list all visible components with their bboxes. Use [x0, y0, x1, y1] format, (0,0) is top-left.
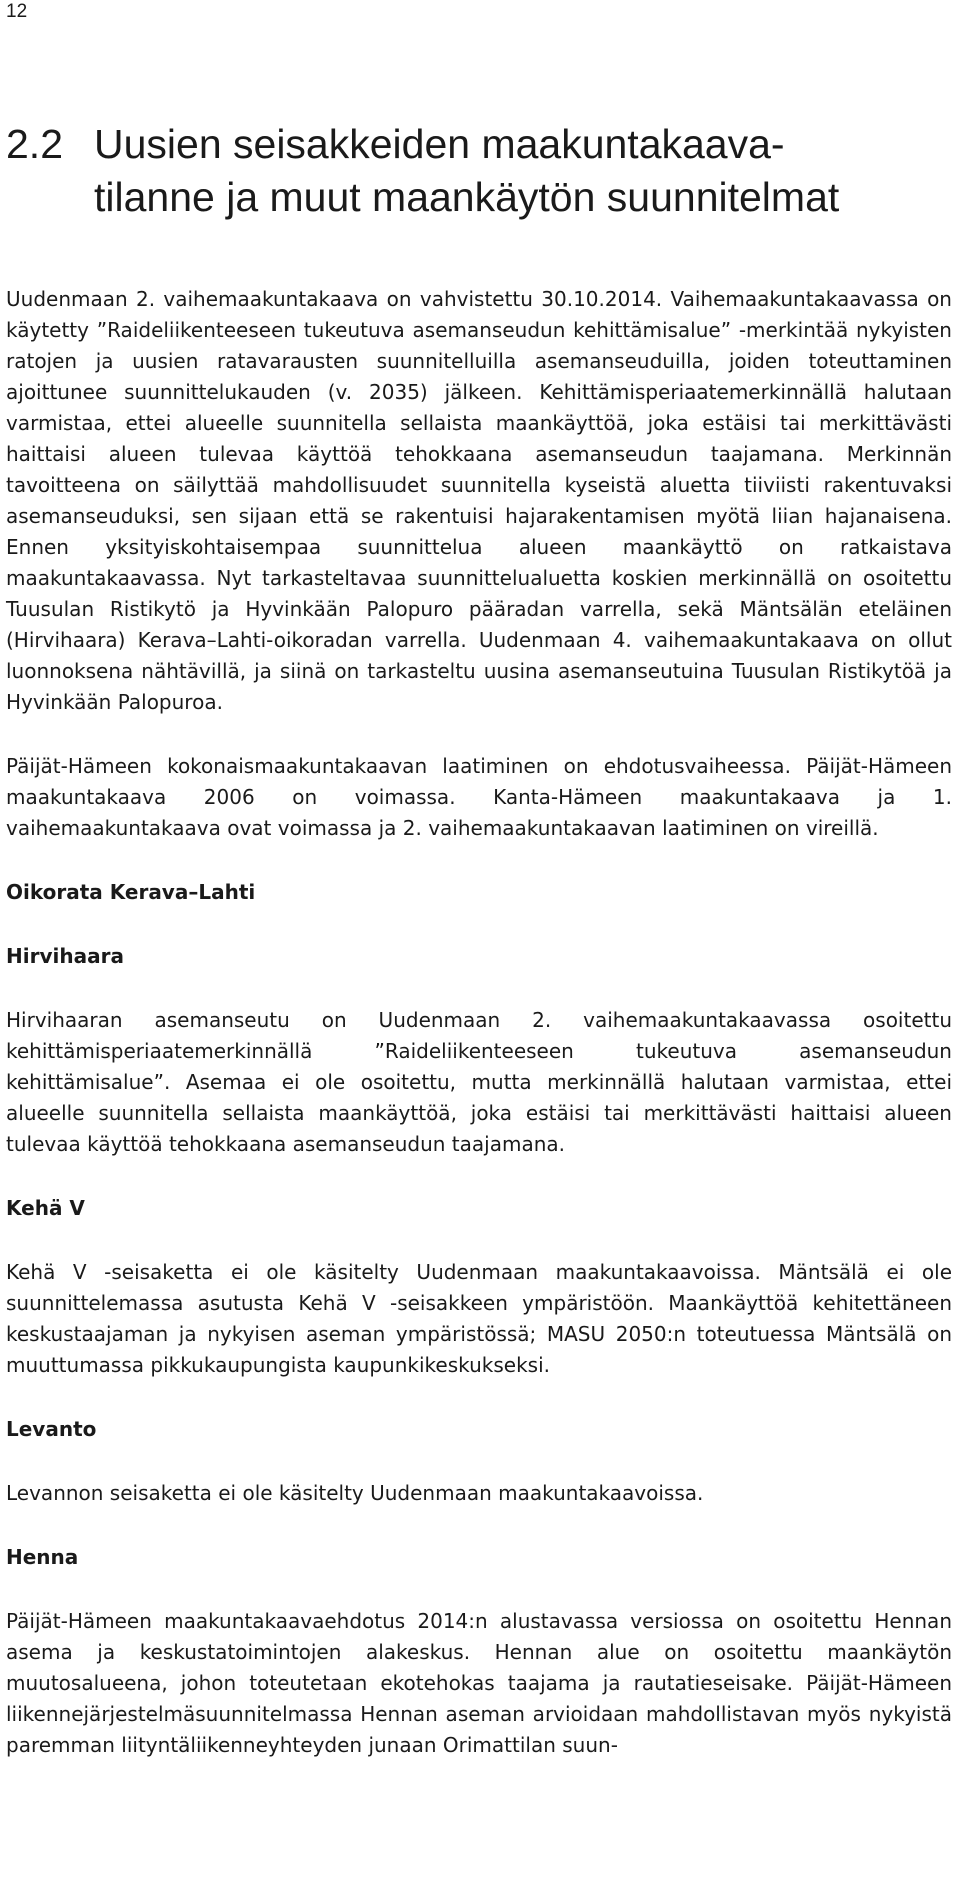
paragraph-levanto: Levannon seisaketta ei ole käsitelty Uudenmaan maakuntakaavoissa. — [6, 1481, 704, 1505]
heading-oikorata: Oikorata Kerava–Lahti — [6, 880, 256, 904]
heading-levanto: Levanto — [6, 1417, 97, 1441]
heading-hirvihaara: Hirvihaara — [6, 944, 124, 968]
heading-henna: Henna — [6, 1545, 79, 1569]
section-number: 2.2 — [6, 121, 63, 167]
paragraph-kehav: Kehä V -seisaketta ei ole käsitelty Uudenmaan maakuntakaavoissa. Mäntsälä ei ole suunnittelemassa asutusta Kehä V -seisakkeen ympäristöön. Maankäyttöä kehitettäneen keskustaajaman ja nykyisen aseman ympäristössä; MASU 2050:n toteutuessa Mäntsälä on muuttumassa pikkukaupungista kaupunkikeskukseksi. — [6, 1260, 952, 1377]
page-number: 12 — [6, 1, 28, 22]
paragraph-henna: Päijät-Hämeen maakuntakaavaehdotus 2014:n alustavassa versiossa on osoitettu Hennan asema ja keskustatoimintojen alakeskus. Hennan alue on osoitettu maankäytön muutosalueena, johon toteutetaan ekotehokas taajama ja rautatieseisake. Päijät-Hämeen liikennejärjestelmäsuunnitelmassa Hennan aseman arvioidaan mahdollistavan myös nykyistä paremman liityntäliikenneyhteyden junaan Orimattilan suun- — [6, 1609, 952, 1757]
paragraph-uusimaa: Uudenmaan 2. vaihemaakuntakaava on vahvistettu 30.10.2014. Vaihemaakuntakaavassa on käytetty ”Raideliikenteeseen tukeutuva asemanseudun kehittämisalue” -merkintää nykyisten ratojen ja uusien ratavarausten suunnitelluilla asemanseuduilla, joiden toteuttaminen ajoittunee suunnittelukauden (v. 2035) jälkeen. Kehittämisperiaatemerkinnällä halutaan varmistaa, ettei alueelle suunnitella sellaista maankäyttöä, joka estäisi tai merkittävästi haittaisi alueen tulevaa käyttöä tehokkaana asemanseudun taajamana. Merkinnän tavoitteena on säilyttää mahdollisuudet suunnitella kyseistä aluetta tiiviisti rakentuvaksi asemanseuduksi, sen sijaan että se rakentuisi hajarakentamisen myötä liian hajanaisena. Ennen yksityiskohtaisempaa suunnittelua alueen maankäyttö on ratkaistava maakuntakaavassa. Nyt tarkasteltavaa suunnittelualuetta koskien merkinnällä on osoitettu Tuusulan Ristikytö ja Hyvinkään Palopuro pääradan varrella, sekä Mäntsälän eteläinen (Hirvihaara) Kerava–Lahti-oikoradan varrella. Uudenmaan 4. vaihemaakuntakaava on ollut luonnoksena nähtävillä, ja siinä on tarkasteltu uusina asemanseutuina Tuusulan Ristikytöä ja Hyvinkään Palopuroa. — [6, 287, 952, 714]
heading-kehav: Kehä V — [6, 1196, 85, 1220]
heading-line-1: Uusien seisakkeiden maakuntakaava- — [94, 121, 785, 167]
heading-line-2: tilanne ja muut maankäytön suunnitelmat — [94, 174, 840, 220]
paragraph-hirvihaara: Hirvihaaran asemanseutu on Uudenmaan 2. vaihemaakuntakaavassa osoitettu kehittämisperiaatemerkinnällä ”Raideliikenteeseen tukeutuva asemanseudun kehittämisalue”. Asemaa ei ole osoitettu, mutta merkinnällä halutaan varmistaa, ettei alueelle suunnitella sellaista maankäyttöä, joka estäisi tai merkittävästi haittaisi alueen tulevaa käyttöä tehokkaana asemanseudun taajamana. — [6, 1008, 952, 1156]
section-heading — [6, 118, 946, 224]
paragraph-paijat-hame: Päijät-Hämeen kokonaismaakuntakaavan laatiminen on ehdotusvaiheessa. Päijät-Hämeen maakuntakaava 2006 on voimassa. Kanta-Hämeen maakuntakaava ja 1. vaihemaakuntakaava ovat voimassa ja 2. vaihemaakuntakaavan laatiminen on vireillä. — [6, 754, 952, 840]
body-text — [6, 284, 952, 1761]
